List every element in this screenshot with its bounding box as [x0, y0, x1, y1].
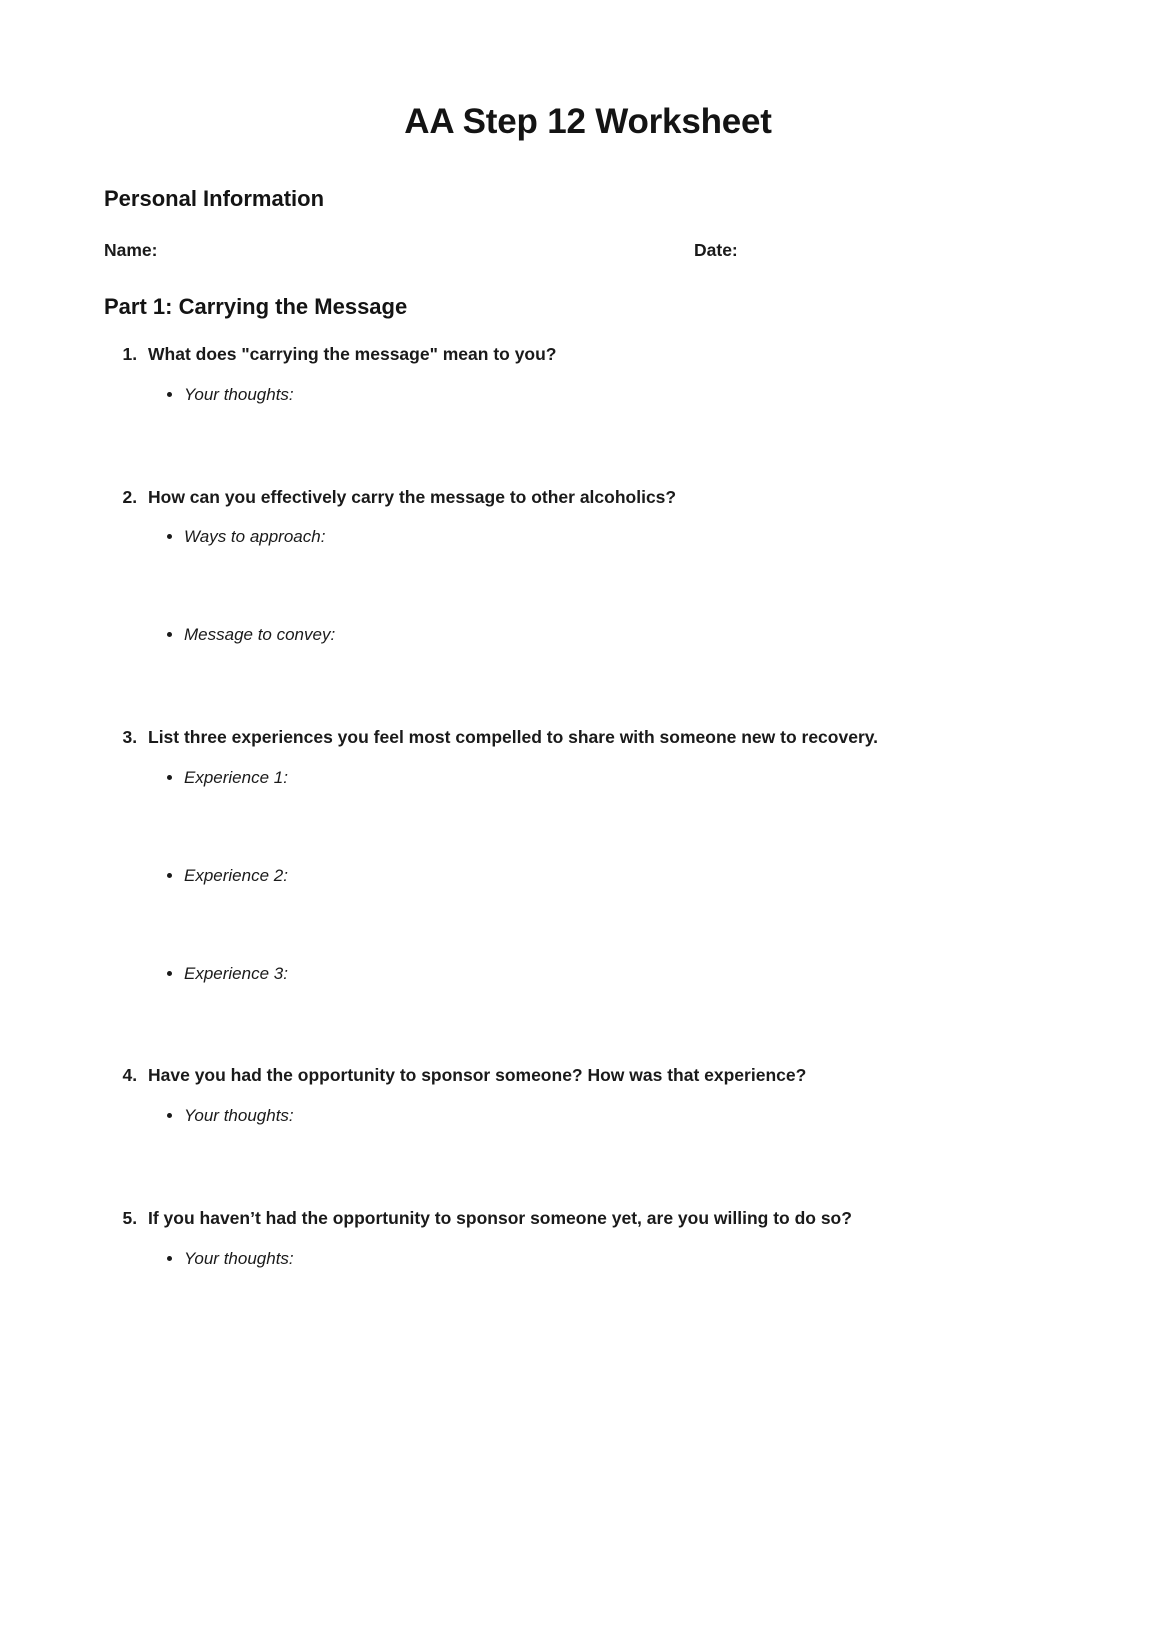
subprompt-list	[148, 383, 1072, 407]
part-heading-carrying-the-message: Part 1: Carrying the Message	[104, 294, 408, 319]
subprompt-list	[148, 525, 1072, 647]
date-field-label: Date:	[694, 240, 738, 260]
question-text: 4. Have you had the opportunity to sponsor someone? How was that experience?	[148, 1065, 807, 1086]
answer-space	[148, 1271, 1072, 1349]
answer-space	[148, 985, 1072, 1063]
list-item: • Experience 3:	[184, 962, 1072, 986]
subprompt-list	[148, 766, 1072, 985]
list-item	[142, 342, 1072, 485]
list-item	[142, 1063, 1072, 1206]
list-item: • Experience 1:	[184, 766, 1072, 790]
list-item: • Experience 2:	[184, 864, 1072, 888]
list-item: • Message to convey:	[184, 623, 1072, 647]
page-title: AA Step 12 Worksheet	[404, 102, 772, 141]
subprompt-list	[148, 1104, 1072, 1128]
question-text: 1. What does "carrying the message" mean to you?	[148, 344, 557, 364]
list-item	[142, 725, 1072, 1063]
list-item	[142, 1206, 1072, 1349]
question-text: 2. How can you effectively carry the message to other alcoholics?	[148, 486, 677, 507]
name-field-label: Name:	[104, 240, 158, 260]
question-text: 3. List three experiences you feel most compelled to share with someone new to recovery.	[148, 727, 879, 748]
question-list	[104, 342, 1072, 1349]
list-item: • Your thoughts:	[184, 1104, 1072, 1128]
list-item: • Your thoughts:	[184, 1247, 1072, 1271]
answer-space	[148, 1128, 1072, 1206]
list-item	[142, 485, 1072, 725]
section-heading-personal-information: Personal Information	[104, 186, 325, 211]
personal-information-fields	[104, 240, 1072, 261]
list-item: • Ways to approach:	[184, 525, 1072, 549]
list-item: • Your thoughts:	[184, 383, 1072, 407]
question-text: 5. If you haven’t had the opportunity to sponsor someone yet, are you willing to do so?	[148, 1207, 852, 1228]
answer-space	[148, 647, 1072, 725]
subprompt-list	[148, 1247, 1072, 1271]
answer-space	[148, 407, 1072, 485]
